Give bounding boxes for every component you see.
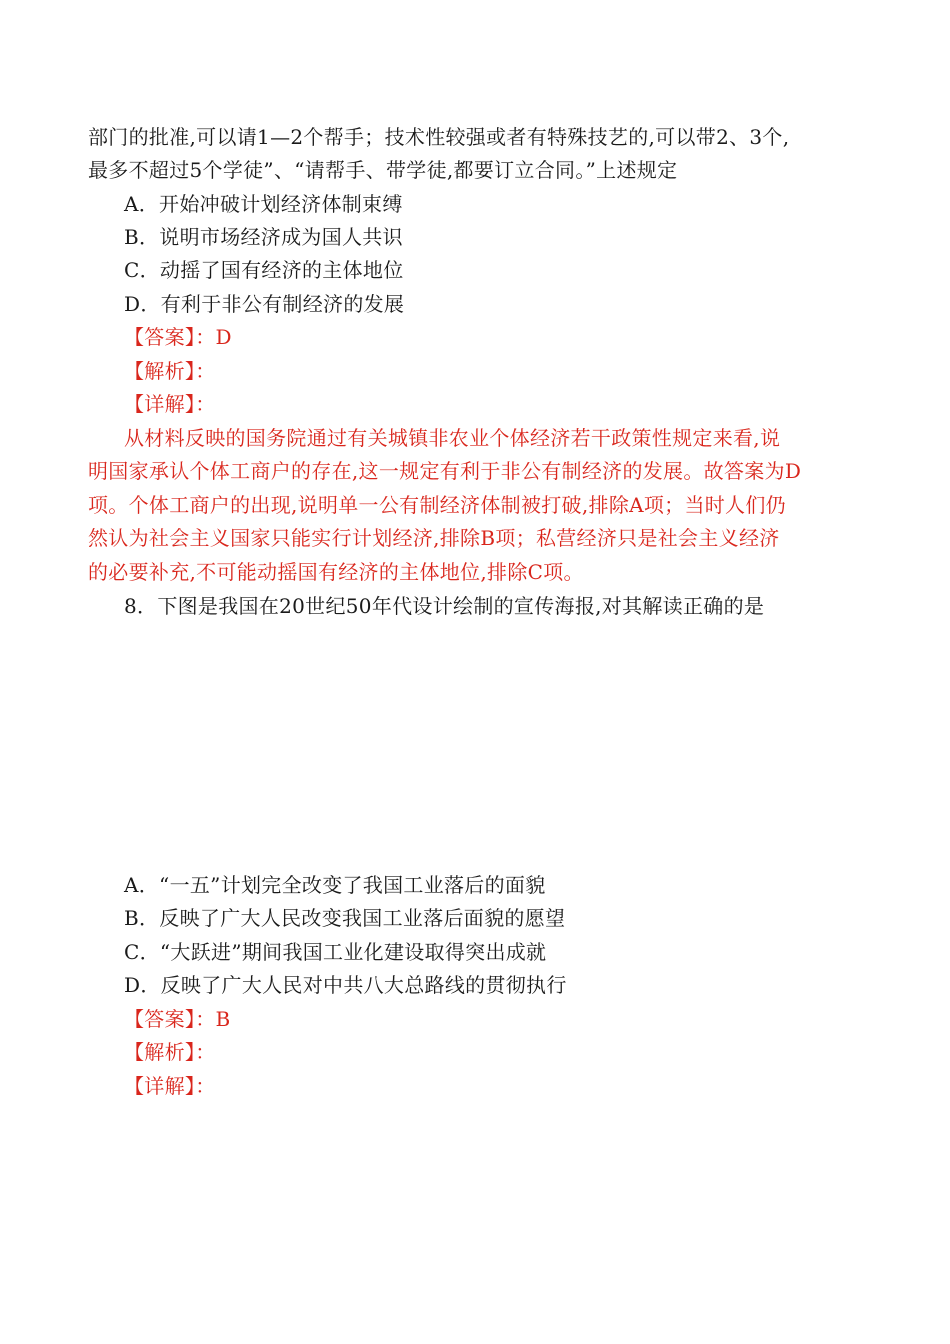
q8-answer-label: 【答案】： (124, 1007, 216, 1031)
q8-option-c: C．“大跃进”期间我国工业化建设取得突出成就 (124, 940, 547, 964)
q7-detail-line-1: 从材料反映的国务院通过有关城镇非农业个体经济若干政策性规定来看,说 (124, 426, 781, 450)
q7-option-a: A．开始冲破计划经济体制束缚 (124, 192, 403, 216)
q8-option-b: B．反映了广大人民改变我国工业落后面貌的愿望 (124, 906, 566, 930)
q7-option-b: B．说明市场经济成为国人共识 (124, 225, 403, 249)
q7-detail-label: 【详解】： (124, 392, 216, 416)
stem-line-2: 最多不超过5个学徒”、“请帮手、带学徒,都要订立合同。”上述规定 (88, 158, 678, 182)
q8-answer (124, 1003, 914, 1036)
q7-detail-line-4: 然认为社会主义国家只能实行计划经济,排除B项；私营经济只是社会主义经济 (88, 526, 780, 550)
q8-stem: 8．下图是我国在20世纪50年代设计绘制的宣传海报,对其解读正确的是 (124, 594, 765, 618)
q7-option-c: C．动摇了国有经济的主体地位 (124, 258, 404, 282)
q7-detail-line-5: 的必要补充,不可能动摇国有经济的主体地位,排除C项。 (88, 560, 584, 584)
q7-option-d: D．有利于非公有制经济的发展 (124, 292, 405, 316)
q7-analysis-label: 【解析】： (124, 359, 216, 383)
q8-option-a: A．“一五”计划完全改变了我国工业落后的面貌 (124, 873, 546, 897)
q7-answer-value: D (215, 325, 232, 349)
q8-detail-label: 【详解】： (124, 1074, 216, 1098)
q8-answer-value: B (215, 1007, 231, 1031)
q8-option-d: D．反映了广大人民对中共八大总路线的贯彻执行 (124, 973, 567, 997)
q7-detail-line-2: 明国家承认个体工商户的存在,这一规定有利于非公有制经济的发展。故答案为D (88, 459, 802, 483)
q7-answer (124, 321, 914, 354)
q7-detail-line-3: 项。个体工商户的出现,说明单一公有制经济体制被打破,排除A项；当时人们仍 (88, 493, 786, 517)
q7-answer-label: 【答案】： (124, 325, 216, 349)
q8-analysis-label: 【解析】： (124, 1040, 216, 1064)
poster-image-placeholder (88, 626, 878, 866)
stem-line-1: 部门的批准,可以请1—2个帮手；技术性较强或者有特殊技艺的,可以带2、3个, (88, 125, 790, 149)
